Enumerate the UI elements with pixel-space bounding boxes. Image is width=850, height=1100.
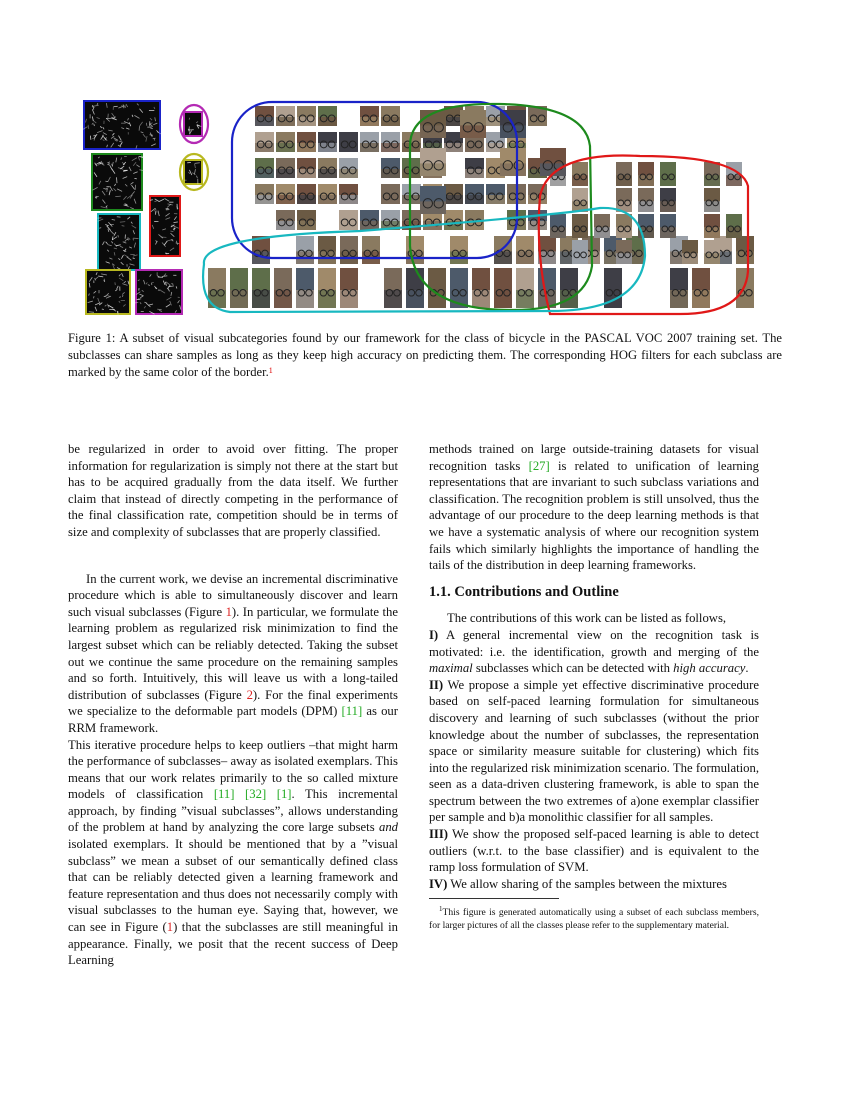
bicycle-thumbnail (572, 162, 588, 186)
bicycle-thumbnail (465, 158, 484, 178)
contribution-2: II) We propose a simple yet effective discriminative procedure based on self-paced learning formulation for simultaneous discovery and learning of such subclasses (without the prior knowledge about the number of subclasses, the representation space or similarity measure suitable for clustering) which fits into the regularized risk minimization scenario. The formulation, seen as a data-driven clustering framework, is able to span the spectrum between the two extremes of a)one exemplar classifier per sample and b)a monolithic classifier for all samples. (429, 677, 759, 825)
bicycle-thumbnail (670, 268, 688, 308)
bicycle-thumbnail (360, 210, 379, 230)
bicycle-thumbnail (616, 214, 632, 238)
bicycle-thumbnail (230, 268, 248, 308)
bicycle-thumbnail (704, 240, 720, 264)
bicycle-thumbnail (255, 158, 274, 178)
bicycle-thumbnail (381, 184, 400, 204)
bicycle-thumbnail (297, 210, 316, 230)
right-paragraph-1: methods trained on large outside-training datasets for visual recognition tasks [27] is related to unification of learning representations that are invariant to such subclass variations and classification. The recognition problem is still unsolved, thus the advantage of our procedure to the deep learning methods is that we have a systematic analysis of where our recognition system fails which similarly highlights the importance of handling the tails of the distribution in deep learning frameworks. (429, 442, 759, 573)
bicycle-thumbnail (444, 210, 463, 230)
bicycle-thumbnail (402, 158, 421, 178)
bicycle-thumbnail (572, 214, 588, 238)
bicycle-thumbnail (550, 214, 566, 238)
contribution-3: III) We show the proposed self-paced learning is able to detect outliers (w.r.t. to the base classifier) and is equivalent to the ramp loss formulation of SVM. (429, 827, 759, 875)
bicycle-thumbnail (297, 106, 316, 126)
contribution-1: I) A general incremental view on the recognition task is motivated: i.e. the identification, growth and merging of the maximal subclasses which can be detected with high accuracy. (429, 627, 759, 676)
left-paragraph-3: This iterative procedure helps to keep outliers –that might harm the performance of subclasses– away as isolated exemplars. This means that our work relates primarily to the so called mixture models of classification [11] [32] [1]. This incremental approach, by finding ”visual subclasses”, allows understanding of the problem at hand by analyzing the core large subsets and isolated exemplars. It should be mentioned that by a ”visual subclass” we mean a subset of our semantically defined class that can be reliably detected given a learning framework and feature representation and thus does not necessarily comply with visual subclasses to the human eye. Saying that, however, we can see in Figure (1) that the subclasses are still meaningful in appearance. Finally, we posit that the recent success of Deep Learning (68, 737, 398, 968)
bicycle-thumbnail (297, 158, 316, 178)
bicycle-thumbnail (692, 268, 710, 308)
left-paragraph-2: In the current work, we devise an incremental discriminative procedure which is able to simultaneously discover and learn such visual subclasses (Figure 1). In particular, we formulate the learning problem as regularized risk minimization to find the largest subset which can be reliably detected. Taking the subset out we continue the same procedure on the remaining samples and so forth. Intuitively, this will leave us with a long-tailed distribution of subclasses (Figure 2). For the final experiments we specialize to the deformable part models (DPM) [11] as our RRM framework. (68, 571, 398, 735)
hog-filter-tile (86, 270, 130, 317)
bicycle-thumbnail (360, 132, 379, 152)
bicycle-thumbnail (339, 210, 358, 230)
caption-text: A subset of visual subcategories found by our framework for the class of bicycle in the PASCAL VOC 2007 training set. The subclasses can share samples as long as they keep high accuracy on predicting them. The corresponding HOG filters for each subclass are marked by the same color of the border. (68, 331, 782, 380)
bicycle-thumbnail (638, 188, 654, 212)
bicycle-thumbnail (339, 184, 358, 204)
bicycle-thumbnail (572, 240, 588, 264)
bicycle-thumbnail (638, 214, 654, 238)
citation-link[interactable]: [11] (213, 787, 235, 802)
bicycle-thumbnail (616, 188, 632, 212)
bicycle-thumbnail (528, 210, 547, 230)
bicycle-thumbnail (274, 268, 292, 308)
figure-ref-link[interactable]: 1 (166, 920, 174, 935)
bicycle-thumbnail (594, 214, 610, 238)
caption-footnote-mark[interactable]: 1 (268, 366, 273, 376)
bicycle-thumbnail (318, 132, 337, 152)
bicycle-thumbnail (360, 106, 379, 126)
hog-filter-tile (83, 101, 162, 149)
bicycle-thumbnail (339, 158, 358, 178)
footnote: $^1$This figure is generated automatically using a subset of each subclass members, for larger pictures of all the classes please refer to the supplementary material. (429, 905, 759, 932)
hog-filter-tile (135, 270, 182, 314)
citation-link[interactable]: [1] (276, 787, 292, 802)
bicycle-thumbnail (638, 162, 654, 186)
left-paragraph-1: be regularized in order to avoid over fitting. The proper information for regularization is simply not there at the start but has to be acquired gradually from the data itself. We further claim that instead of directly competing in the performance of the final classification rate, competition should be in terms of size and complexity of subclasses that are properly classified. (68, 442, 398, 539)
bicycle-thumbnail (340, 236, 358, 264)
bicycle-thumbnail (516, 236, 534, 264)
bicycle-thumbnail (276, 184, 295, 204)
bicycle-thumbnail (318, 236, 336, 264)
bicycle-thumbnail (450, 236, 468, 264)
bicycle-thumbnail (420, 148, 446, 176)
bicycle-thumbnail (318, 184, 337, 204)
bicycle-thumbnail (276, 106, 295, 126)
citation-link[interactable]: [27] (528, 458, 550, 473)
bicycle-thumbnail (381, 158, 400, 178)
hog-filter-tile (150, 196, 180, 256)
contribution-4: IV) We allow sharing of the samples between the mixtures (429, 876, 727, 891)
hog-filters (83, 101, 202, 317)
bicycle-thumbnail (255, 106, 274, 126)
figure-caption (68, 330, 782, 382)
bicycle-thumbnail (460, 110, 486, 138)
bicycle-thumbnail (297, 132, 316, 152)
left-column (68, 441, 398, 969)
bicycle-thumbnail (296, 268, 314, 308)
bicycle-thumbnail (384, 268, 402, 308)
bicycle-thumbnail (318, 106, 337, 126)
caption-label: Figure 1: (68, 331, 116, 345)
bicycle-thumbnail (516, 268, 534, 308)
bicycle-thumbnail (339, 132, 358, 152)
bicycle-thumbnail (465, 184, 484, 204)
bicycle-thumbnail (444, 184, 463, 204)
bicycle-thumbnail (255, 184, 274, 204)
bicycle-thumbnail (540, 148, 566, 176)
bicycle-thumbnail (276, 132, 295, 152)
bicycle-thumbnail (494, 268, 512, 308)
bicycle-thumbnail (255, 132, 274, 152)
bicycle-thumbnail (276, 210, 295, 230)
bicycle-thumbnail (276, 158, 295, 178)
bicycle-thumbnail (472, 268, 490, 308)
bicycle-thumbnail (381, 132, 400, 152)
hog-filter-tile (184, 112, 202, 136)
bicycle-thumbnail (616, 162, 632, 186)
bicycle-thumbnail (736, 268, 754, 308)
citation-link[interactable]: [11] (341, 704, 363, 719)
section-heading: 1.1. Contributions and Outline (429, 583, 619, 600)
bicycle-thumbnail (362, 236, 380, 264)
hog-filter-tile (184, 160, 202, 184)
contributions-intro: The contributions of this work can be listed as follows, (447, 611, 727, 626)
image-thumbnails (208, 106, 754, 308)
bicycle-thumbnail (682, 240, 698, 264)
bicycle-thumbnail (297, 184, 316, 204)
bicycle-thumbnail (704, 214, 720, 238)
figure-ref-link[interactable]: 1 (225, 604, 232, 619)
bicycle-thumbnail (318, 268, 336, 308)
figure-1-graphic (80, 96, 770, 320)
footnote-divider (429, 898, 559, 899)
bicycle-thumbnail (406, 236, 424, 264)
right-column (429, 441, 759, 933)
bicycle-thumbnail (318, 158, 337, 178)
figure-1 (80, 96, 770, 320)
bicycle-thumbnail (726, 214, 742, 238)
bicycle-thumbnail (736, 236, 754, 264)
bicycle-thumbnail (486, 184, 505, 204)
figure-ref-link[interactable]: 2 (246, 687, 253, 702)
bicycle-thumbnail (660, 214, 676, 238)
bicycle-thumbnail (252, 268, 270, 308)
bicycle-thumbnail (402, 184, 421, 204)
bicycle-thumbnail (572, 188, 588, 212)
bicycle-thumbnail (704, 188, 720, 212)
bicycle-thumbnail (340, 268, 358, 308)
bicycle-thumbnail (660, 162, 676, 186)
bicycle-thumbnail (381, 106, 400, 126)
bicycle-thumbnail (660, 188, 676, 212)
bicycle-thumbnail (500, 148, 526, 176)
bicycle-thumbnail (704, 162, 720, 186)
bicycle-thumbnail (616, 240, 632, 264)
bicycle-thumbnail (420, 186, 446, 214)
citation-link[interactable]: [32] (245, 787, 267, 802)
bicycle-thumbnail (296, 236, 314, 264)
bicycle-thumbnail (406, 268, 424, 308)
hog-filter-tile (97, 214, 140, 270)
hog-filter-tile (92, 154, 144, 210)
